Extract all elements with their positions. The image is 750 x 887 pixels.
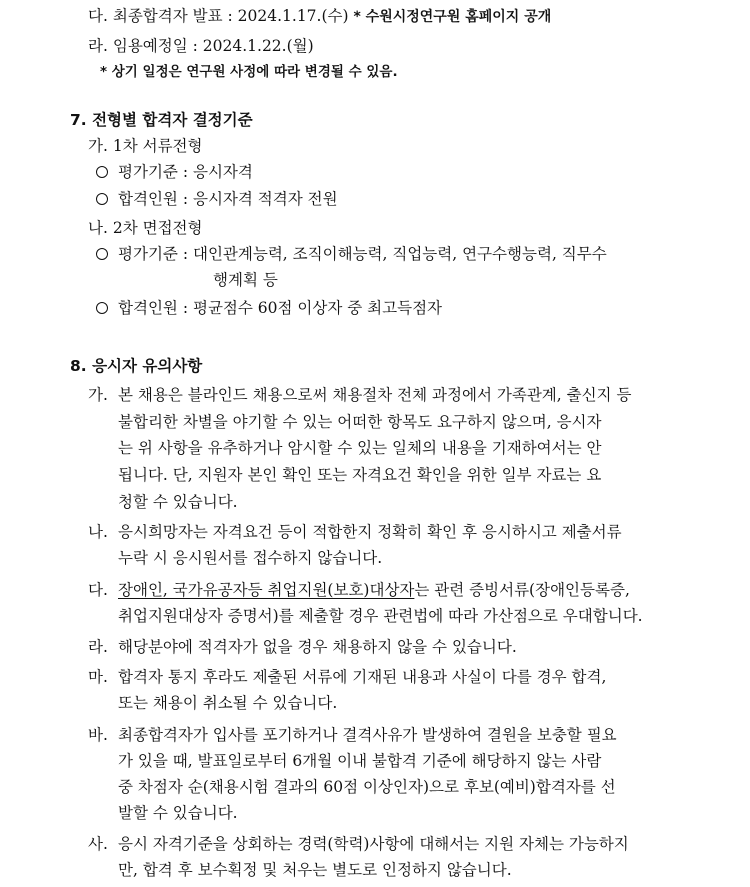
subheading-text: 1차 서류전형 (112, 137, 203, 155)
caution-line: 누락 시 응시원서를 접수하지 않습니다. (118, 549, 383, 567)
circle-bullet-icon (96, 248, 108, 260)
section-7-criterion-4 (96, 298, 442, 318)
list-marker: 바. (88, 726, 108, 744)
section-7-heading: 7. 전형별 합격자 결정기준 (70, 111, 253, 129)
list-marker: 마. (88, 668, 108, 686)
list-marker: 가. (88, 137, 108, 155)
caution-line: 최종합격자가 입사를 포기하거나 결격사유가 발생하여 결원을 보충할 필요 (118, 726, 617, 744)
section-7-subheading-1 (88, 136, 203, 156)
caution-line (118, 580, 630, 600)
caution-line: 만, 합격 후 보수획정 및 처우는 별도로 인정하지 않습니다. (118, 861, 512, 879)
criterion-text: 평가기준 : 응시자격 (118, 163, 253, 181)
caution-line: 합격자 통지 후라도 제출된 서류에 기재된 내용과 사실이 다를 경우 합격, (118, 668, 607, 686)
list-marker: 다. (88, 581, 108, 599)
caution-line: 본 채용은 블라인드 채용으로써 채용절차 전체 과정에서 가족관계, 출신지 등 (118, 386, 632, 404)
circle-bullet-icon (96, 166, 108, 178)
schedule-note: * 수원시정연구원 홈페이지 공개 (353, 9, 552, 25)
section-7-criterion-1 (96, 162, 253, 182)
list-marker: 나. (88, 219, 108, 237)
caution-line: 해당분야에 적격자가 없을 경우 채용하지 않을 수 있습니다. (118, 638, 517, 656)
list-marker: 다. (88, 7, 108, 25)
caution-text: 는 관련 증빙서류(장애인등록증, (414, 581, 630, 599)
list-marker: 라. (88, 638, 108, 656)
caution-line: 또는 채용이 취소될 수 있습니다. (118, 694, 338, 712)
section-8-heading: 8. 응시자 유의사항 (70, 357, 203, 375)
schedule-text: 임용예정일 : 2024.1.22.(월) (112, 37, 314, 55)
circle-bullet-icon (96, 302, 108, 314)
caution-line: 가 있을 때, 발표일로부터 6개월 이내 불합격 기준에 해당하지 않는 사람 (118, 752, 602, 770)
list-marker: 나. (88, 523, 108, 541)
caution-line: 는 위 사항을 유추하거나 암시할 수 있는 일체의 내용을 기재하여서는 안 (118, 439, 602, 457)
schedule-item-appointment (88, 36, 314, 56)
list-marker: 가. (88, 386, 108, 404)
schedule-notice: * 상기 일정은 연구원 사정에 따라 변경될 수 있음. (100, 64, 398, 80)
schedule-text: 최종합격자 발표 : 2024.1.17.(수) (112, 7, 349, 25)
section-7-subheading-2 (88, 218, 203, 238)
caution-line: 발할 수 있습니다. (118, 804, 238, 822)
section-7-criterion-3-cont: 행계획 등 (213, 271, 278, 289)
subheading-text: 2차 면접전형 (112, 219, 203, 237)
section-7-criterion-2 (96, 189, 338, 209)
caution-line: 중 차점자 순(채용시험 결과의 60점 이상인자)으로 후보(예비)합격자를 선 (118, 778, 616, 796)
criterion-text: 평가기준 : 대인관계능력, 조직이해능력, 직업능력, 연구수행능력, 직무수 (118, 245, 607, 263)
schedule-item-final-announcement (88, 6, 551, 27)
caution-line: 됩니다. 단, 지원자 본인 확인 또는 자격요건 확인을 위한 일부 자료는 요 (118, 466, 602, 484)
caution-line: 응시 자격기준을 상회하는 경력(학력)사항에 대해서는 지원 자체는 가능하지 (118, 835, 629, 853)
criterion-text: 합격인원 : 응시자격 적격자 전원 (118, 190, 338, 208)
caution-line: 응시희망자는 자격요건 등이 적합한지 정확히 확인 후 응시하시고 제출서류 (118, 523, 622, 541)
section-7-criterion-3 (96, 244, 607, 264)
list-marker: 라. (88, 37, 108, 55)
caution-line: 청할 수 있습니다. (118, 493, 238, 511)
underlined-phrase: 장애인, 국가유공자등 취업지원(보호)대상자 (118, 581, 415, 599)
list-marker: 사. (88, 835, 108, 853)
caution-line: 취업지원대상자 증명서)를 제출할 경우 관련법에 따라 가산점으로 우대합니다. (118, 607, 643, 625)
criterion-text: 합격인원 : 평균점수 60점 이상자 중 최고득점자 (118, 299, 443, 317)
circle-bullet-icon (96, 193, 108, 205)
caution-line: 불합리한 차별을 야기할 수 있는 어떠한 항목도 요구하지 않으며, 응시자 (118, 413, 602, 431)
